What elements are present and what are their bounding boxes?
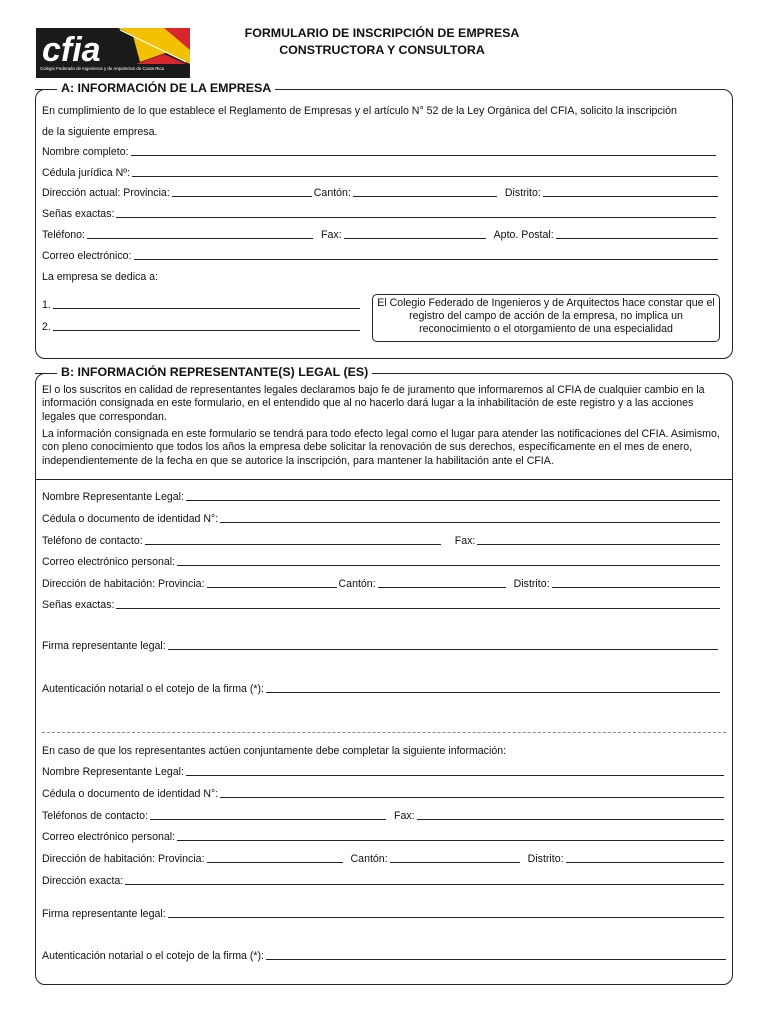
legal-id-field[interactable]: [132, 176, 718, 177]
rep2-notary-label: Autenticación notarial o el cotejo de la firma (*):: [42, 950, 264, 962]
email-row: [42, 250, 720, 262]
rep2-exact-address-row: [42, 875, 726, 887]
rep2-notary-field[interactable]: [266, 959, 726, 960]
rep2-notary-row: [42, 950, 728, 962]
activity-item-1-label: 1.: [42, 299, 51, 311]
rep2-province-label: Dirección de habitación: Provincia:: [42, 853, 205, 865]
document-title: [200, 25, 564, 58]
company-name-label: Nombre completo:: [42, 146, 129, 158]
rep2-signature-label: Firma representante legal:: [42, 908, 166, 920]
rep1-signature-row: [42, 640, 720, 652]
rep1-phone-field[interactable]: [145, 544, 441, 545]
disclaimer-note: El Colegio Federado de Ingenieros y de Arquitectos hace constar que el registro del campo de acción de la empresa, no implica un reconocimiento o el otorgamiento de una especialidad: [372, 294, 720, 342]
exact-address-label: Señas exactas:: [42, 208, 115, 220]
title-line-1: FORMULARIO DE INSCRIPCIÓN DE EMPRESA: [244, 26, 520, 40]
rep2-fax-field[interactable]: [417, 819, 724, 820]
rep1-signature-field[interactable]: [168, 649, 718, 650]
cfia-logo: [36, 28, 190, 78]
business-activity-label: La empresa se dedica a:: [42, 271, 159, 283]
phone-field[interactable]: [87, 238, 313, 239]
company-name-field[interactable]: [131, 155, 716, 156]
rep1-signature-label: Firma representante legal:: [42, 640, 166, 652]
rep2-name-label: Nombre Representante Legal:: [42, 766, 184, 778]
rep2-phone-label: Teléfonos de contacto:: [42, 810, 149, 822]
rep1-exact-address-field[interactable]: [116, 608, 720, 609]
section-a-title: A: INFORMACIÓN DE LA EMPRESA: [57, 81, 275, 95]
rep2-signature-field[interactable]: [168, 917, 724, 918]
rep2-phone-row: [42, 810, 726, 822]
declaration-paragraph: El o los suscritos en calidad de representantes legales declaramos bajo fe de juramento que informaremos al CFIA de cualquier cambio en la información consignada en este formulario, en el entendido que al no hacerlo dará lugar a la inhabilitación de este registro y a las acciones legales que correspondan.: [42, 384, 705, 423]
rep1-notary-row: [42, 683, 722, 695]
rep2-name-row: [42, 766, 726, 778]
rep1-district-label: Distrito:: [513, 578, 550, 590]
activity-item-2-row: [42, 321, 362, 333]
province-field[interactable]: [172, 196, 312, 197]
rep1-id-row: [42, 513, 722, 525]
section-b-title: B: INFORMACIÓN REPRESENTANTE(S) LEGAL (ES): [57, 365, 372, 379]
rep1-email-field[interactable]: [177, 565, 720, 566]
rep1-email-row: [42, 556, 722, 568]
rep1-exact-address-label: Señas exactas:: [42, 599, 115, 611]
company-name-row: [42, 146, 718, 158]
logo-text: cfia: [42, 31, 101, 69]
rep1-district-field[interactable]: [552, 587, 720, 588]
activity-item-1-row: [42, 299, 362, 311]
rep2-id-row: [42, 788, 726, 800]
exact-address-field[interactable]: [116, 217, 716, 218]
rep2-fax-label: Fax:: [394, 810, 415, 822]
rep2-id-field[interactable]: [220, 797, 724, 798]
rep1-canton-label: Cantón:: [338, 578, 376, 590]
rep1-name-field[interactable]: [186, 500, 720, 501]
rep1-id-label: Cédula o documento de identidad N°:: [42, 513, 219, 525]
po-box-field[interactable]: [556, 238, 718, 239]
section-a-intro-2: de la siguiente empresa.: [42, 126, 158, 138]
rep2-email-row: [42, 831, 726, 843]
rep2-id-label: Cédula o documento de identidad N°:: [42, 788, 219, 800]
section-b-tick: [35, 373, 57, 374]
rep1-fax-field[interactable]: [477, 544, 720, 545]
rep2-canton-field[interactable]: [390, 862, 520, 863]
logo-subtext: Colegio Federado de Ingenieros y de Arquitectos de Costa Rica: [40, 66, 164, 71]
rep1-province-label: Dirección de habitación: Provincia:: [42, 578, 205, 590]
legal-id-row: [42, 167, 720, 179]
rep1-exact-address-row: [42, 599, 722, 611]
rep2-province-field[interactable]: [207, 862, 343, 863]
phone-row: [42, 229, 720, 241]
rep1-notary-field[interactable]: [266, 692, 720, 693]
rep2-name-field[interactable]: [186, 775, 724, 776]
activity-item-2-label: 2.: [42, 321, 51, 333]
rep2-email-label: Correo electrónico personal:: [42, 831, 176, 843]
rep1-email-label: Correo electrónico personal:: [42, 556, 176, 568]
rep1-phone-label: Teléfono de contacto:: [42, 535, 143, 547]
rep1-id-field[interactable]: [220, 522, 720, 523]
activity-item-2-field[interactable]: [53, 330, 360, 331]
district-label: Distrito:: [504, 187, 541, 199]
email-label: Correo electrónico:: [42, 250, 132, 262]
section-b-divider: [36, 479, 732, 480]
address-row: [42, 187, 720, 199]
canton-field[interactable]: [353, 196, 497, 197]
rep1-canton-field[interactable]: [378, 587, 506, 588]
po-box-label: Apto. Postal:: [493, 229, 554, 241]
rep1-name-row: [42, 491, 722, 503]
rep2-district-field[interactable]: [566, 862, 724, 863]
canton-label: Cantón:: [313, 187, 351, 199]
activity-item-1-field[interactable]: [53, 308, 360, 309]
email-field[interactable]: [134, 259, 719, 260]
rep1-address-row: [42, 578, 722, 590]
rep1-fax-label: Fax:: [454, 535, 476, 547]
joint-representatives-intro: En caso de que los representantes actúen conjuntamente debe completar la siguiente información:: [42, 745, 507, 757]
legal-id-label: Cédula jurídica Nº:: [42, 167, 131, 179]
section-a-intro-1: En cumplimiento de lo que establece el Reglamento de Empresas y el artículo N° 52 de la Ley Orgánica del CFIA, solicito la inscripción: [42, 105, 677, 117]
rep2-signature-row: [42, 908, 726, 920]
rep1-phone-row: [42, 535, 722, 547]
district-field[interactable]: [543, 196, 718, 197]
phone-label: Teléfono:: [42, 229, 85, 241]
section-a-tick: [35, 89, 57, 90]
rep2-district-label: Distrito:: [527, 853, 564, 865]
rep2-exact-address-label: Dirección exacta:: [42, 875, 124, 887]
province-label: Dirección actual: Provincia:: [42, 187, 170, 199]
notification-paragraph: La información consignada en este formulario se tendrá para todo efecto legal como el lugar para atender las notificaciones del CFIA. Asimismo, con pleno conocimiento que todos los años la empresa debe solicitar la renovación de sus derechos, específicamente en el mes de enero, independientemente de la fecha en que se autorice la inscripción, para mantener la habilitación ante el CFIA.: [42, 428, 720, 467]
rep2-exact-address-field[interactable]: [125, 884, 724, 885]
rep1-name-label: Nombre Representante Legal:: [42, 491, 184, 503]
rep2-canton-label: Cantón:: [350, 853, 388, 865]
rep1-province-field[interactable]: [207, 587, 337, 588]
exact-address-row: [42, 208, 718, 220]
dashed-separator: [42, 732, 726, 733]
rep2-email-field[interactable]: [177, 840, 724, 841]
rep2-address-row: [42, 853, 726, 865]
rep2-phone-field[interactable]: [150, 819, 386, 820]
rep1-notary-label: Autenticación notarial o el cotejo de la firma (*):: [42, 683, 264, 695]
title-line-2: CONSTRUCTORA Y CONSULTORA: [279, 42, 485, 57]
fax-field[interactable]: [344, 238, 486, 239]
fax-label: Fax:: [321, 229, 342, 241]
